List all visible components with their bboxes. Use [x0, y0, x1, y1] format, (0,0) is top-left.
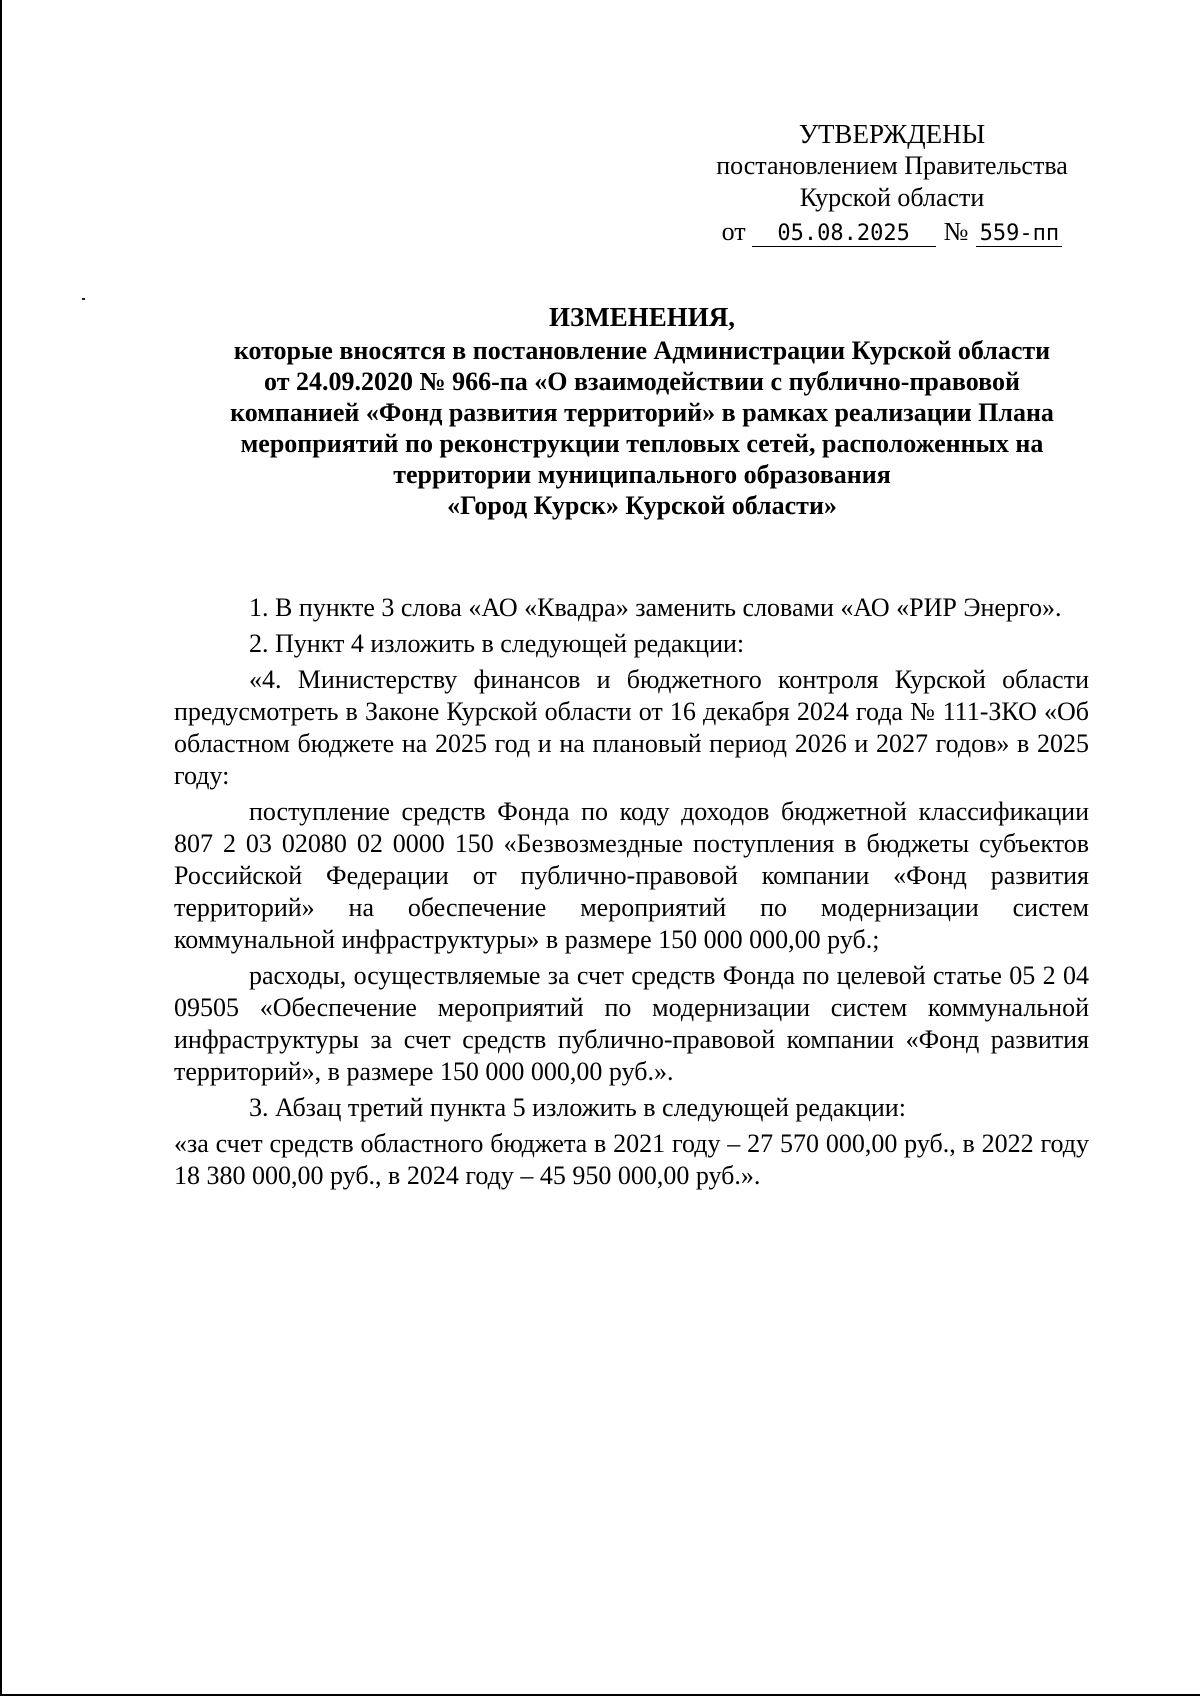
paragraph-item-4-text: «4. Министерству финансов и бюджетного контроля Курской области предусмотреть в Законе Курской области от 16 декабря 2024 года № 111-ЗКО «Об областном бюджете на 2025 год и на плановый период 2026 и 2027 годов» в 2025 году:: [174, 665, 1089, 790]
heading-line: мероприятий по реконструкции тепловых сетей, расположенных на: [240, 429, 1044, 458]
paragraph-income: поступление средств Фонда по коду доходов бюджетной классификации 807 2 03 02080 02 0000 150 «Безвозмездные поступления в бюджеты субъектов Российской Федерации от публично-правовой компании «Фонд развития территорий» на обеспечение мероприятий по модернизации систем коммунальной инфраструктуры» в размере 150 000 000,00 руб.;: [174, 797, 1089, 954]
heading-line: от 24.09.2020 № 966-па «О взаимодействии с публично-правовой: [264, 367, 1020, 396]
approval-stamp: [682, 118, 1102, 248]
heading-line: территории муниципального образования: [393, 460, 891, 489]
approval-date: 05.08.2025: [752, 222, 936, 247]
approval-date-number-line: [682, 216, 1102, 248]
number-label: №: [943, 217, 969, 246]
approval-number: 559-пп: [976, 222, 1062, 247]
paragraph-item-3-text: «за счет средств областного бюджета в 2021 году – 27 570 000,00 руб., в 2022 году 18 380 000,00 руб., в 2024 году – 45 950 000,00 руб.».: [174, 1129, 1089, 1190]
approval-title: УТВЕРЖДЕНЫ: [798, 119, 986, 149]
paragraph-expenses: расходы, осуществляемые за счет средств Фонда по целевой статье 05 2 04 09505 «Обеспечение мероприятий по модернизации систем коммунальной инфраструктуры за счет средств публично-правовой компании «Фонд развития территорий», в размере 150 000 000,00 руб.».: [174, 961, 1089, 1086]
heading-title: ИЗМЕНЕНИЯ,: [548, 302, 735, 332]
document-body: [174, 592, 1089, 1196]
from-label: от: [721, 217, 746, 246]
paragraph-item-2: 2. Пункт 4 изложить в следующей редакции:: [249, 629, 745, 658]
scan-speck: [82, 298, 85, 300]
paragraph-item-1: 1. В пункте 3 слова «АО «Квадра» заменить словами «АО «РИР Энерго».: [249, 593, 1062, 622]
approval-line-2: Курской области: [799, 183, 985, 212]
heading-line: «Город Курск» Курской области»: [447, 491, 837, 520]
paragraph-item-3: 3. Абзац третий пункта 5 изложить в следующей редакции:: [249, 1093, 906, 1122]
approval-line-1: постановлением Правительства: [716, 151, 1068, 180]
document-heading: [152, 302, 1132, 521]
heading-line: которые вносятся в постановление Администрации Курской области: [233, 336, 1051, 365]
heading-line: компанией «Фонд развития территорий» в рамках реализации Плана: [230, 398, 1054, 427]
